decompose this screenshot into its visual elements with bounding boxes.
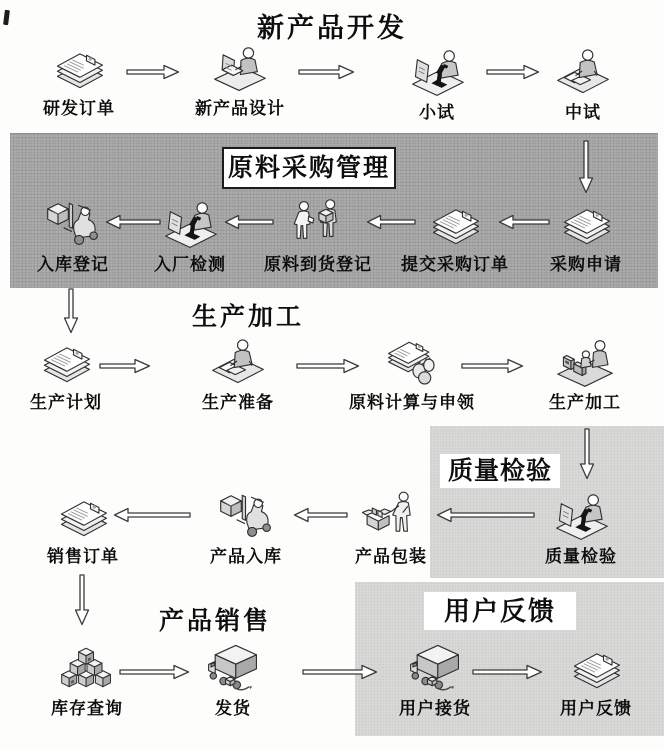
two-people-box-icon: [288, 196, 348, 250]
box-pyramid-icon: [57, 640, 117, 694]
flow-step-quality-inspection: [521, 488, 641, 567]
flow-step-label: 研发订单: [43, 99, 115, 118]
flow-step-submit-purchase-order: [395, 196, 515, 275]
person-microscope-icon: [407, 44, 467, 98]
flow-step-product-packaging: [331, 488, 451, 567]
forklift-icon: [43, 196, 103, 250]
arrow-down-icon: [579, 428, 595, 480]
flow-step-label: 生产计划: [30, 393, 102, 412]
person-desk-icon: [208, 334, 268, 388]
flow-step-lab-pilot-test: [377, 44, 497, 123]
section-title-new-product-development: 新产品开发: [257, 13, 407, 43]
flow-step-label: 入厂检测: [154, 255, 226, 274]
flow-step-new-product-design: [180, 40, 300, 119]
section-title-production: 生产加工: [191, 303, 304, 331]
arrow-right-icon: [302, 664, 378, 680]
delivery-truck-icon: [405, 640, 465, 694]
flow-step-label: 质量检验: [545, 547, 617, 566]
documents-coins-icon: [382, 334, 442, 388]
flow-step-shipping: [173, 640, 293, 719]
person-packing-icon: [361, 488, 421, 542]
flow-step-label: 产品入库: [210, 547, 282, 566]
flow-step-purchase-request: [526, 196, 646, 275]
flow-step-label: 中试: [565, 103, 601, 122]
flow-step-label: 新产品设计: [195, 99, 285, 118]
document-stack-icon: [36, 334, 96, 388]
arrow-down-icon: [578, 140, 594, 194]
document-stack-icon: [53, 488, 113, 542]
production-line-icon: [555, 334, 615, 388]
section-title-product-sales: 产品销售: [158, 607, 271, 635]
arrow-right-icon: [126, 64, 180, 80]
flow-step-mid-pilot-test: [523, 44, 643, 123]
person-computer-icon: [210, 40, 270, 94]
arrow-right-icon: [461, 358, 524, 374]
flow-step-label: 用户反馈: [560, 699, 632, 718]
arrow-down-icon: [74, 574, 90, 626]
flow-step-warehouse-registration: [13, 196, 133, 275]
flow-step-label: 用户接货: [399, 699, 471, 718]
section-title-user-feedback: 用户反馈: [424, 592, 576, 630]
arrow-right-icon: [472, 664, 543, 680]
flow-step-production-preparation: [178, 334, 298, 413]
flow-step-label: 生产准备: [202, 393, 274, 412]
forklift-icon: [216, 488, 276, 542]
section-title-material-purchase: 原料采购管理: [222, 147, 396, 189]
flow-step-label: 生产加工: [549, 393, 621, 412]
arrow-right-icon: [298, 64, 355, 80]
flow-step-label: 产品包装: [355, 547, 427, 566]
flow-step-factory-inspection: [130, 196, 250, 275]
flow-step-label: 采购申请: [550, 255, 622, 274]
document-stack-icon: [566, 640, 626, 694]
flow-step-label: 原料计算与申领: [349, 393, 475, 412]
flow-step-label: 入库登记: [37, 255, 109, 274]
flow-step-label: 原料到货登记: [264, 255, 372, 274]
person-microscope-icon: [551, 488, 611, 542]
flow-step-customer-feedback: [536, 640, 656, 719]
document-stack-icon: [49, 40, 109, 94]
section-title-quality-inspection: 质量检验: [440, 454, 560, 488]
flow-step-label: 发货: [215, 699, 251, 718]
person-desk-icon: [553, 44, 613, 98]
flow-step-research-order: [19, 40, 139, 119]
flow-step-sales-order: [23, 488, 143, 567]
flow-step-production-processing: [525, 334, 645, 413]
arrow-down-icon: [63, 288, 79, 334]
person-microscope-icon: [160, 196, 220, 250]
flow-step-label: 小试: [419, 103, 455, 122]
arrow-right-icon: [99, 358, 151, 374]
flow-step-product-warehousing: [186, 488, 306, 567]
document-stack-icon: [556, 196, 616, 250]
document-stack-icon: [425, 196, 485, 250]
flow-step-label: 库存查询: [51, 699, 123, 718]
delivery-truck-icon: [203, 640, 263, 694]
flow-step-label: 提交采购订单: [401, 255, 509, 274]
flow-step-label: 销售订单: [47, 547, 119, 566]
flow-step-material-arrival-registration: [258, 196, 378, 275]
